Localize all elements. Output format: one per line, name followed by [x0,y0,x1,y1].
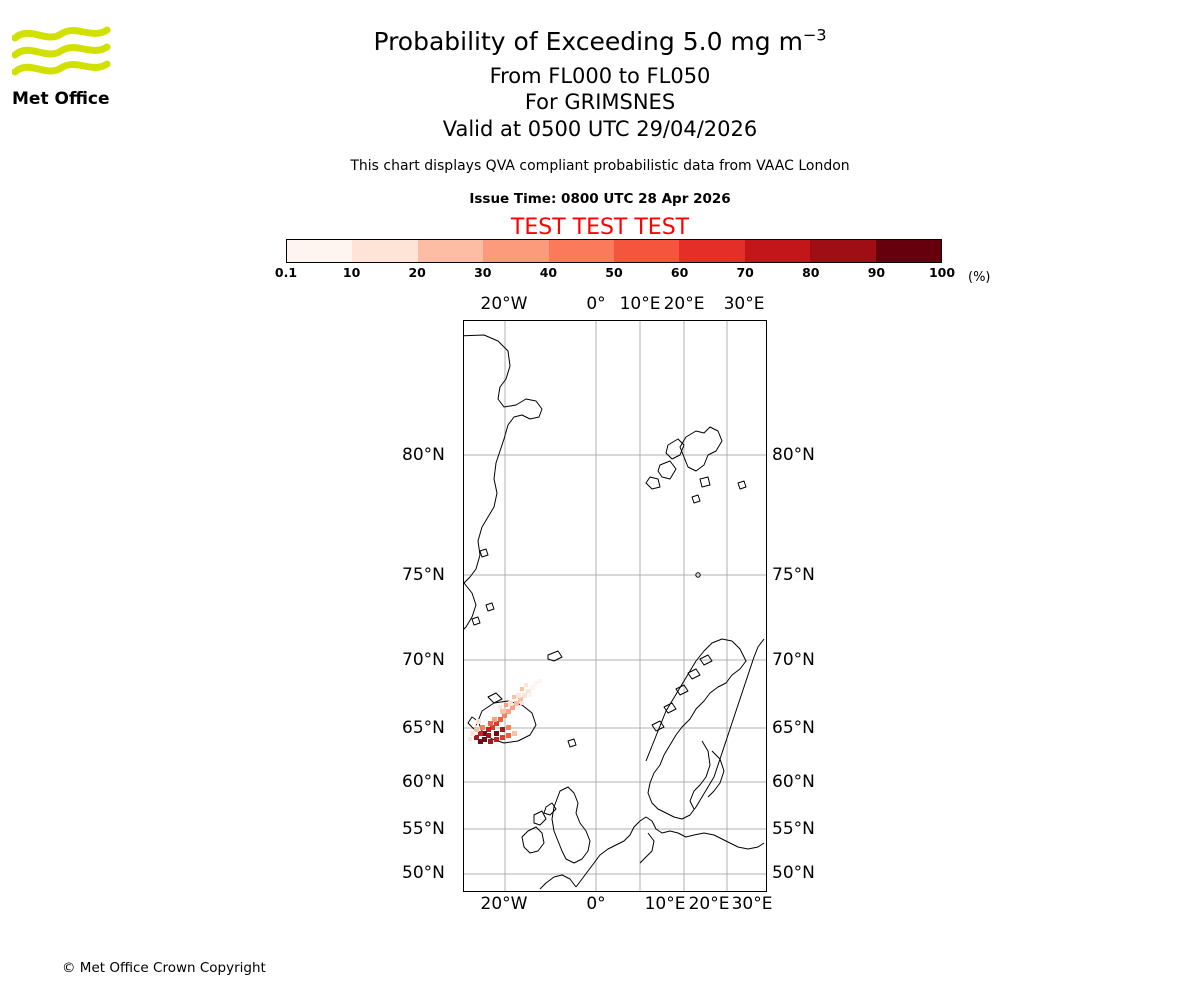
lat-label-left-75n: 75°N [402,565,445,585]
met-office-logo-text: Met Office [12,89,110,109]
colorbar-segment-2 [418,240,483,262]
colorbar-segment-7 [745,240,810,262]
lat-label-left-80n: 80°N [402,445,445,465]
issue-time-text: Issue Time: 0800 UTC 28 Apr 2026 [469,191,731,207]
colorbar-tick-90: 90 [867,265,886,280]
page-title [0,26,1200,58]
colorbar [274,239,956,280]
lat-label-left-50n: 50°N [402,863,445,883]
colorbar-tick-70: 70 [736,265,754,280]
lat-label-left-55n: 55°N [402,819,445,839]
test-banner: TEST TEST TEST [510,215,690,240]
main-title-text: Probability of Exceeding 5.0 mg m [373,27,803,56]
lat-label-right-70n: 70°N [772,650,815,670]
lat-label-left-60n: 60°N [402,772,445,792]
lon-label-bottom-30e: 30°E [731,894,773,914]
lon-label-bottom-20e: 20°E [688,894,730,914]
lon-label-bottom-0: 0° [586,894,606,914]
colorbar-segment-8 [810,240,875,262]
colorbar-segment-5 [614,240,679,262]
disclaimer-text: This chart displays QVA compliant probabilistic data from VAAC London [350,158,850,174]
main-title-exponent: −3 [802,25,827,45]
subtitle-volcano: For GRIMSNES [524,90,676,114]
lat-label-right-75n: 75°N [772,565,815,585]
colorbar-tick-60: 60 [670,265,689,280]
lat-label-left-70n: 70°N [402,650,445,670]
lon-label-bottom-10e: 10°E [644,894,686,914]
colorbar-tick-30: 30 [474,265,492,280]
subtitle-flight-levels: From FL000 to FL050 [489,64,711,88]
lat-label-left-65n: 65°N [402,718,445,738]
lat-label-right-50n: 50°N [772,863,815,883]
colorbar-segment-1 [352,240,417,262]
lon-label-top-10e: 10°E [619,294,661,314]
colorbar-tick-100: 100 [928,265,956,280]
colorbar-segment-0 [287,240,352,262]
colorbar-gradient [286,239,942,263]
lat-label-right-80n: 80°N [772,445,815,465]
colorbar-units: (%) [968,270,991,285]
lon-label-top-30e: 30°E [723,294,765,314]
lat-label-right-60n: 60°N [772,772,815,792]
colorbar-segment-4 [549,240,614,262]
lon-label-bottom-20w: 20°W [480,894,528,914]
colorbar-segment-9 [876,240,941,262]
colorbar-tick-50: 50 [605,265,623,280]
map-plot-area [463,320,767,892]
colorbar-tick-10: 10 [342,265,361,280]
colorbar-tick-80: 80 [802,265,820,280]
lon-label-top-20w: 20°W [480,294,528,314]
lat-label-right-65n: 65°N [772,718,815,738]
colorbar-segment-6 [679,240,744,262]
copyright-text: © Met Office Crown Copyright [62,960,266,976]
colorbar-tick-40: 40 [539,265,558,280]
lat-label-right-55n: 55°N [772,819,815,839]
colorbar-tick-0.1: 0.1 [274,265,298,280]
lon-label-top-0: 0° [586,294,606,314]
subtitle-valid-time: Valid at 0500 UTC 29/04/2026 [442,117,758,141]
colorbar-segment-3 [483,240,548,262]
lon-label-top-20e: 20°E [663,294,705,314]
map-coastlines [464,335,764,889]
colorbar-tick-20: 20 [408,265,426,280]
